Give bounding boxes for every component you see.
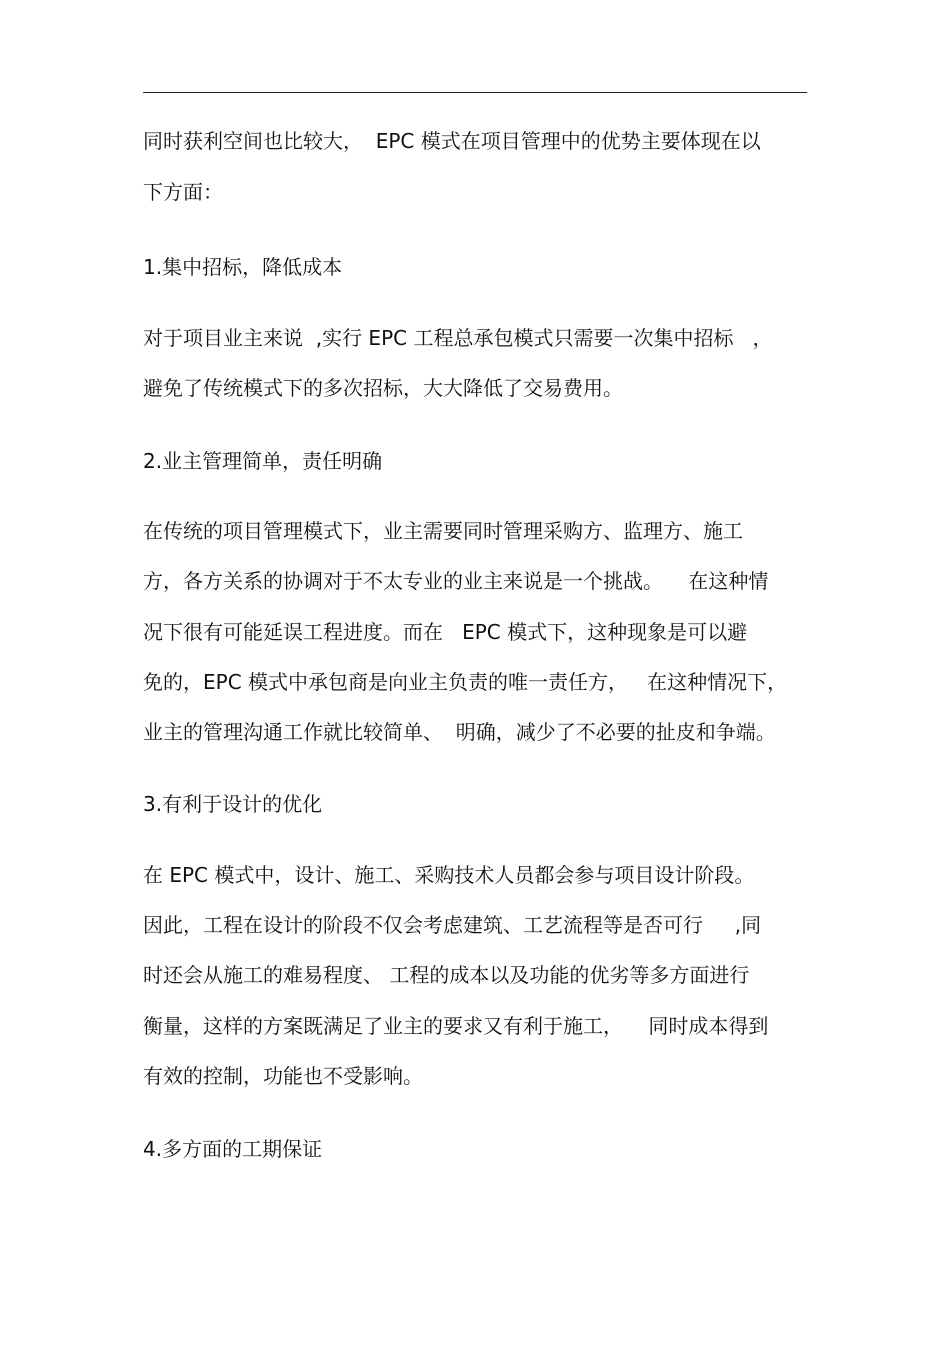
paragraph-line: 免的，EPC 模式中承包商是向业主负责的唯一责任方， 在这种情况下， — [143, 670, 788, 694]
paragraph-line: 在传统的项目管理模式下，业主需要同时管理采购方、监理方、施工 — [143, 519, 743, 543]
paragraph-line: 因此，工程在设计的阶段不仅会考虑建筑、工艺流程等是否可行 ,同 — [143, 913, 762, 937]
paragraph-line: 下方面： — [143, 180, 223, 204]
paragraph-line: 同时获利空间也比较大， EPC 模式在项目管理中的优势主要体现在以 — [143, 129, 761, 153]
paragraph-line: 况下很有可能延误工程进度。而在 EPC 模式下，这种现象是可以避 — [143, 620, 748, 644]
paragraph-line: 避免了传统模式下的多次招标，大大降低了交易费用。 — [143, 376, 623, 400]
paragraph-line: 方，各方关系的协调对于不太专业的业主来说是一个挑战。 在这种情 — [143, 569, 769, 593]
header-rule — [143, 92, 807, 93]
paragraph-line: 时还会从施工的难易程度、 工程的成本以及功能的优劣等多方面进行 — [143, 963, 750, 987]
paragraph-line: 业主的管理沟通工作就比较简单、 明确，减少了不必要的扯皮和争端。 — [143, 720, 776, 744]
paragraph-line: 在 EPC 模式中，设计、施工、采购技术人员都会参与项目设计阶段。 — [143, 863, 755, 887]
section-heading: 1.集中招标，降低成本 — [143, 255, 343, 279]
paragraph-line: 对于项目业主来说 ,实行 EPC 工程总承包模式只需要一次集中招标 ， — [143, 326, 773, 350]
paragraph-line: 衡量，这样的方案既满足了业主的要求又有利于施工， 同时成本得到 — [143, 1014, 769, 1038]
section-heading: 2.业主管理简单，责任明确 — [143, 449, 383, 473]
paragraph-line: 有效的控制，功能也不受影响。 — [143, 1064, 423, 1088]
section-heading: 4.多方面的工期保证 — [143, 1137, 323, 1161]
section-heading: 3.有利于设计的优化 — [143, 792, 323, 816]
